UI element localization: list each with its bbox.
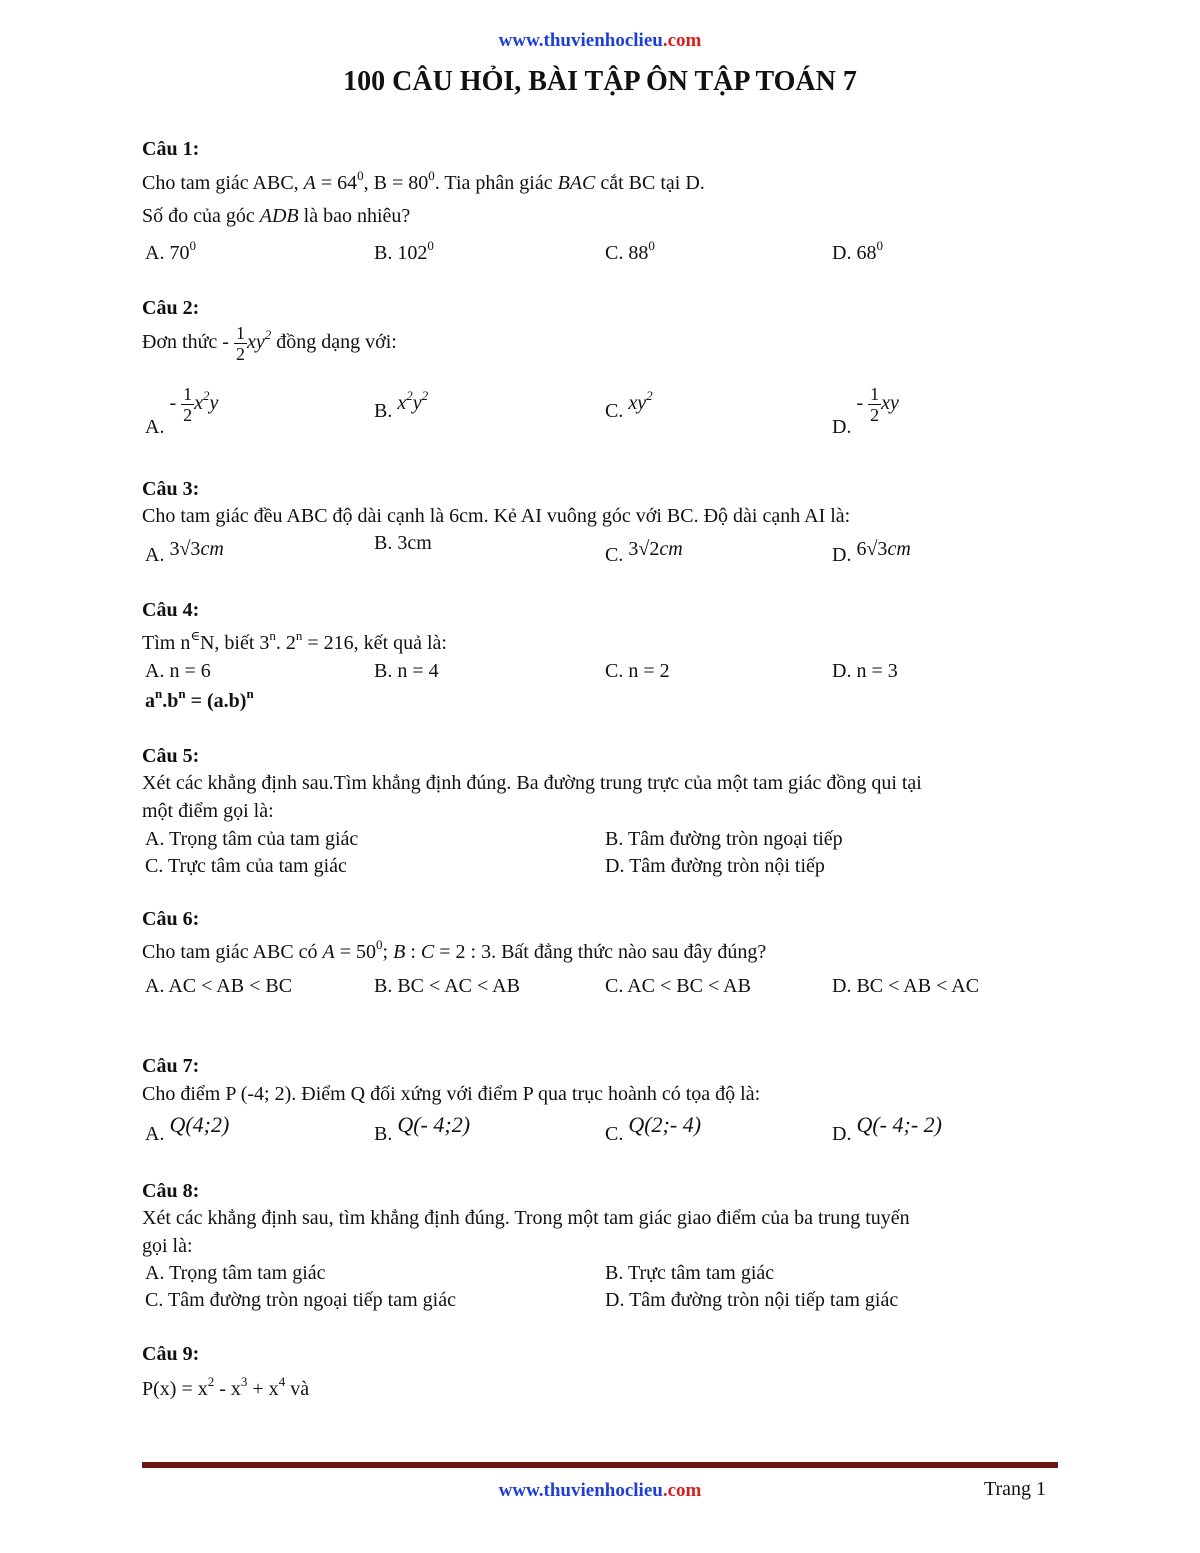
question-8-text-line1: Xét các khẳng định sau, tìm khẳng định đúng. Trong một tam giác giao điểm của ba trung tuyến <box>142 1207 910 1229</box>
q6-option-c[interactable]: C. AC < BC < AB <box>605 975 751 997</box>
q4-option-b[interactable]: B. n = 4 <box>374 660 439 682</box>
q5-option-c[interactable]: C. Trực tâm của tam giác <box>145 855 347 877</box>
question-4-text: Tìm n∈N, biết 3$^n$. $2^n = 216$, kết quả là: <box>142 628 447 654</box>
q7-option-d[interactable]: D. Q(- 4;- 2) <box>832 1112 942 1145</box>
question-4-label: Câu 4: <box>142 599 200 621</box>
q3-option-d[interactable]: D. 6√3cm <box>832 538 911 566</box>
q3-option-c[interactable]: C. 3√2cm <box>605 538 683 566</box>
footer-divider <box>142 1462 1058 1468</box>
question-6-label: Câu 6: <box>142 908 200 930</box>
header-site-link[interactable]: www.thuvienhoclieu.com <box>498 30 702 51</box>
question-3-text: Cho tam giác đều ABC độ dài cạnh là 6cm. Kẻ AI vuông góc với BC. Độ dài cạnh AI là: <box>142 505 851 527</box>
q4-option-d[interactable]: D. n = 3 <box>832 660 898 682</box>
q2-option-c[interactable]: C. $xy^2$ <box>605 388 653 422</box>
q1-option-b[interactable]: B. $102^0$ <box>374 238 434 264</box>
question-5-label: Câu 5: <box>142 745 200 767</box>
question-6-text: Cho tam giác ABC có $A = 50^0$; B : C = 2 : 3. Bất đẳng thức nào sau đây đúng? <box>142 937 767 963</box>
q2-option-a[interactable]: A. - $\frac{1}{2}$ $x^2y$ <box>145 384 219 439</box>
q4-option-c[interactable]: C. n = 2 <box>605 660 670 682</box>
q3-option-b[interactable]: B. 3cm <box>374 532 432 554</box>
q5-option-a[interactable]: A. Trọng tâm của tam giác <box>145 828 359 850</box>
q7-option-b[interactable]: B. Q(- 4;2) <box>374 1112 471 1145</box>
q3-option-a[interactable]: A. 3√3cm <box>145 538 224 566</box>
question-8-text-line2: gọi là: <box>142 1235 193 1257</box>
question-2-label: Câu 2: <box>142 297 200 319</box>
q5-option-b[interactable]: B. Tâm đường tròn ngoại tiếp <box>605 828 843 850</box>
q5-option-d[interactable]: D. Tâm đường tròn nội tiếp <box>605 855 825 877</box>
footer-site-link[interactable]: www.thuvienhoclieu.com <box>498 1480 702 1501</box>
question-7-text: Cho điểm P (-4; 2). Điểm Q đối xứng với điểm P qua trục hoành có tọa độ là: <box>142 1083 761 1105</box>
question-3-label: Câu 3: <box>142 478 200 500</box>
question-1-label: Câu 1: <box>142 138 200 160</box>
question-8-label: Câu 8: <box>142 1180 200 1202</box>
q2-option-b[interactable]: B. $x^2y^2$ <box>374 388 429 422</box>
q1-option-d[interactable]: D. $68^0$ <box>832 238 883 264</box>
question-5-text-line1: Xét các khẳng định sau.Tìm khẳng định đúng. Ba đường trung trực của một tam giác đồng qui tại <box>142 772 922 794</box>
question-1-line2: Số đo của góc ADB là bao nhiêu? <box>142 205 411 227</box>
q6-option-a[interactable]: A. AC < AB < BC <box>145 975 293 997</box>
page-title: 100 CÂU HỎI, BÀI TẬP ÔN TẬP TOÁN 7 <box>343 66 857 97</box>
q7-option-a[interactable]: A. Q(4;2) <box>145 1112 230 1145</box>
q8-option-b[interactable]: B. Trực tâm tam giác <box>605 1262 775 1284</box>
question-1-line1: Cho tam giác ABC, $A = 64^0$, $B = 80^0$. Tia phân giác BAC cắt BC tại D. <box>142 168 705 194</box>
q4-formula: $a^n.b^n = (a.b)^n$ <box>145 686 254 712</box>
q2-option-d[interactable]: D. - $\frac{1}{2}$ xy <box>832 384 899 439</box>
q8-option-a[interactable]: A. Trọng tâm tam giác <box>145 1262 326 1284</box>
q8-option-d[interactable]: D. Tâm đường tròn nội tiếp tam giác <box>605 1289 899 1311</box>
q4-option-a[interactable]: A. n = 6 <box>145 660 211 682</box>
question-5-text-line2: một điểm gọi là: <box>142 800 274 822</box>
question-2-text: Đơn thức - $\frac{1}{2}$ $xy^2$ đồng dạng với: <box>142 323 397 364</box>
question-9-label: Câu 9: <box>142 1343 200 1365</box>
question-9-polynomial: $P(x) = x^2 - x^3 + x^4$ và <box>142 1374 310 1400</box>
q1-option-a[interactable]: A. $70^0$ <box>145 238 196 264</box>
q1-option-c[interactable]: C. $88^0$ <box>605 238 655 264</box>
question-7-label: Câu 7: <box>142 1055 200 1077</box>
page-number: Trang 1 <box>984 1478 1047 1500</box>
q8-option-c[interactable]: C. Tâm đường tròn ngoại tiếp tam giác <box>145 1289 456 1311</box>
q6-option-b[interactable]: B. BC < AC < AB <box>374 975 520 997</box>
q6-option-d[interactable]: D. BC < AB < AC <box>832 975 980 997</box>
q7-option-c[interactable]: C. Q(2;- 4) <box>605 1112 702 1145</box>
